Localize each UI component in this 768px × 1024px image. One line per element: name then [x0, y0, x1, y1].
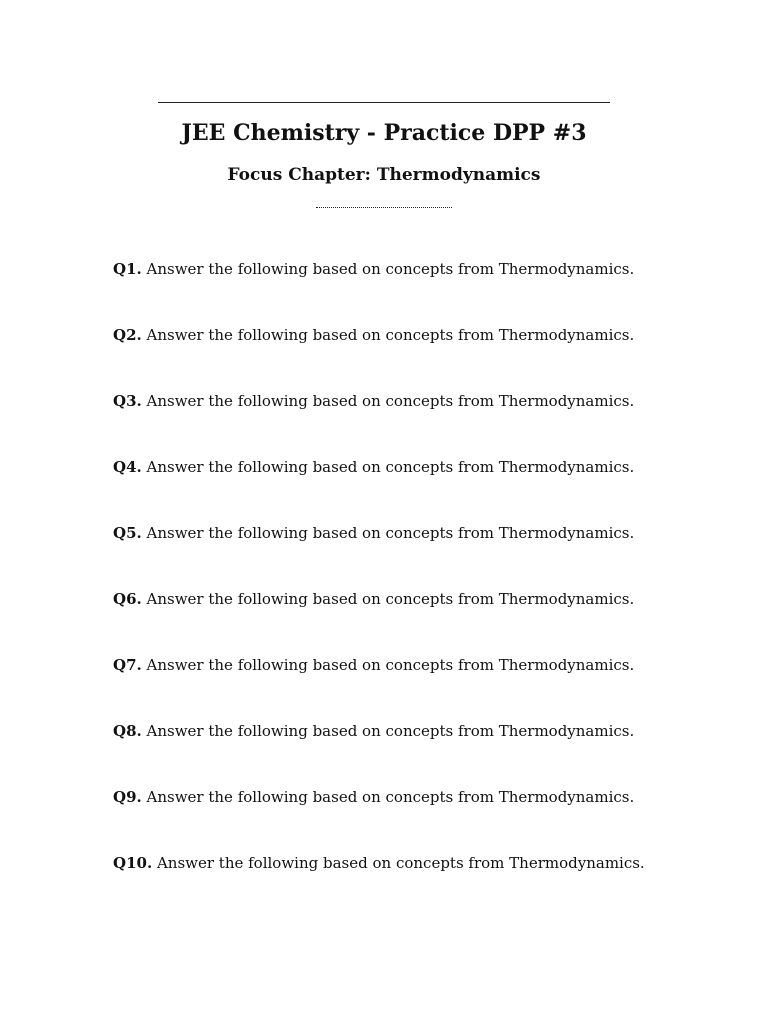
question-item — [113, 851, 645, 917]
question-number: Q8. — [113, 722, 142, 740]
question-number: Q7. — [113, 656, 142, 674]
question-text: Answer the following based on concepts from Thermodynamics. — [146, 260, 635, 278]
question-number: Q4. — [113, 458, 142, 476]
question-number: Q1. — [113, 260, 142, 278]
question-text: Answer the following based on concepts from Thermodynamics. — [146, 722, 635, 740]
question-item — [113, 521, 645, 587]
question-text: Answer the following based on concepts from Thermodynamics. — [146, 524, 635, 542]
question-item — [113, 323, 645, 389]
subtitle-divider — [316, 207, 452, 208]
question-item — [113, 587, 645, 653]
question-number: Q9. — [113, 788, 142, 806]
question-text: Answer the following based on concepts from Thermodynamics. — [146, 656, 635, 674]
question-text: Answer the following based on concepts from Thermodynamics. — [156, 854, 645, 872]
question-list — [113, 257, 645, 917]
top-divider — [158, 102, 610, 103]
chapter-subtitle: Focus Chapter: Thermodynamics — [227, 165, 541, 185]
question-text: Answer the following based on concepts from Thermodynamics. — [146, 326, 635, 344]
question-number: Q3. — [113, 392, 142, 410]
question-text: Answer the following based on concepts from Thermodynamics. — [146, 788, 635, 806]
question-number: Q6. — [113, 590, 142, 608]
page-title: JEE Chemistry - Practice DPP #3 — [181, 120, 587, 146]
question-number: Q5. — [113, 524, 142, 542]
question-item — [113, 653, 645, 719]
question-item — [113, 389, 645, 455]
question-text: Answer the following based on concepts from Thermodynamics. — [146, 590, 635, 608]
question-item — [113, 257, 645, 323]
question-number: Q10. — [113, 854, 153, 872]
question-number: Q2. — [113, 326, 142, 344]
question-item — [113, 455, 645, 521]
question-text: Answer the following based on concepts from Thermodynamics. — [146, 392, 635, 410]
question-text: Answer the following based on concepts from Thermodynamics. — [146, 458, 635, 476]
question-item — [113, 785, 645, 851]
question-item — [113, 719, 645, 785]
